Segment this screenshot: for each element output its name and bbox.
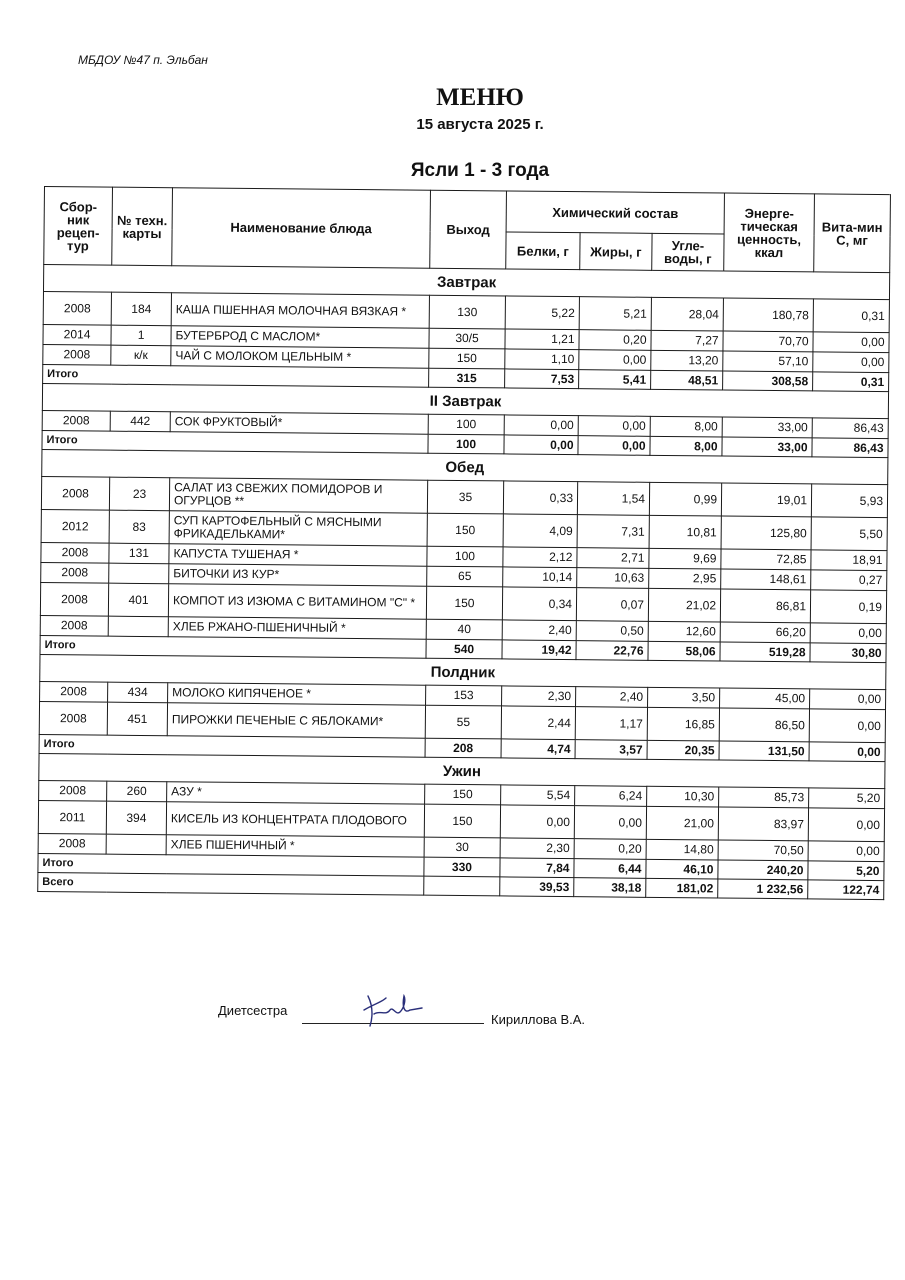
cell-fat: 0,00 [579, 350, 651, 371]
total-energy: 240,20 [718, 860, 808, 880]
total-vitc: 5,20 [808, 861, 884, 881]
cell-fat: 1,54 [577, 482, 649, 516]
cell-energy: 57,10 [723, 351, 813, 372]
total-vitc: 30,80 [810, 643, 886, 663]
section-title: Завтрак [43, 265, 889, 300]
cell-carbs: 13,20 [651, 350, 723, 371]
cell-vitc: 0,00 [813, 352, 889, 373]
signature-name: Кириллова В.А. [491, 1012, 586, 1027]
cell-protein: 0,00 [504, 415, 578, 436]
col-energy: Энерге-тическая ценность, ккал [724, 193, 815, 272]
cell-sbornik: 2008 [41, 476, 109, 510]
cell-tech-card: 131 [109, 543, 169, 564]
total-label: Итого [42, 430, 428, 453]
cell-sbornik: 2008 [39, 780, 107, 801]
cell-vitc: 86,43 [812, 418, 888, 439]
signature-role: Диетсестра [218, 1003, 288, 1018]
cell-vitc: 5,93 [811, 484, 887, 518]
total-fat: 5,41 [579, 370, 651, 390]
cell-sbornik: 2012 [41, 509, 109, 543]
col-tech-card: № техн. карты [112, 187, 173, 266]
cell-energy: 45,00 [720, 688, 810, 709]
section-title: Ужин [39, 753, 885, 788]
cell-carbs: 2,95 [649, 568, 721, 589]
cell-vitc: 0,27 [811, 570, 887, 591]
cell-tech-card: 23 [109, 477, 169, 511]
cell-carbs: 9,69 [649, 548, 721, 569]
total-vitc: 0,00 [809, 742, 885, 762]
cell-tech-card [108, 616, 168, 637]
col-chem-composition: Химический состав [506, 191, 724, 234]
cell-dish-name: ЧАЙ С МОЛОКОМ ЦЕЛЬНЫМ * [171, 346, 429, 368]
cell-sbornik: 2008 [40, 615, 108, 636]
cell-dish-name: САЛАТ ИЗ СВЕЖИХ ПОМИДОРОВ И ОГУРЦОВ ** [169, 478, 427, 513]
total-carbs: 20,35 [647, 740, 719, 760]
total-energy: 519,28 [720, 642, 810, 662]
cell-vitc: 0,00 [808, 841, 884, 862]
cell-sbornik: 2008 [43, 344, 111, 365]
cell-carbs: 10,81 [649, 515, 721, 549]
cell-dish-name: СУП КАРТОФЕЛЬНЫЙ С МЯСНЫМИ ФРИКАДЕЛЬКАМИ* [169, 511, 427, 546]
cell-dish-name: БИТОЧКИ ИЗ КУР* [169, 564, 427, 586]
cell-output: 130 [429, 295, 505, 329]
grand-total-energy: 1 232,56 [718, 879, 808, 899]
cell-vitc: 0,00 [810, 689, 886, 710]
cell-dish-name: ПИРОЖКИ ПЕЧЕНЫЕ С ЯБЛОКАМИ* [167, 703, 425, 738]
total-vitc: 86,43 [812, 438, 888, 458]
section-title: II Завтрак [42, 383, 888, 418]
cell-fat: 5,21 [579, 297, 651, 331]
section-title: Полдник [40, 654, 886, 689]
cell-sbornik: 2008 [40, 582, 108, 616]
cell-dish-name: КИСЕЛЬ ИЗ КОНЦЕНТРАТА ПЛОДОВОГО [166, 802, 424, 837]
cell-fat: 2,40 [576, 687, 648, 708]
total-energy: 308,58 [723, 371, 813, 391]
cell-protein: 0,33 [503, 481, 577, 515]
cell-energy: 66,20 [720, 622, 810, 643]
cell-fat: 2,71 [577, 548, 649, 569]
cell-sbornik: 2008 [42, 410, 110, 431]
cell-protein: 1,10 [505, 349, 579, 370]
cell-dish-name: СОК ФРУКТОВЫЙ* [170, 412, 428, 434]
cell-energy: 72,85 [721, 549, 811, 570]
cell-sbornik: 2008 [38, 833, 106, 854]
cell-fat: 1,17 [575, 707, 647, 741]
document-title: МЕНЮ [436, 84, 524, 111]
cell-sbornik: 2008 [41, 542, 109, 563]
grand-total-carbs: 181,02 [646, 878, 718, 898]
total-fat: 0,00 [578, 436, 650, 456]
col-dish-name: Наименование блюда [172, 188, 431, 268]
cell-energy: 86,50 [719, 708, 809, 742]
cell-carbs: 8,00 [650, 416, 722, 437]
cell-fat: 0,20 [579, 330, 651, 351]
cell-fat: 0,00 [578, 416, 650, 437]
cell-protein: 5,22 [505, 296, 579, 330]
cell-output: 153 [426, 685, 502, 706]
grand-total-fat: 38,18 [574, 878, 646, 898]
cell-carbs: 12,60 [648, 621, 720, 642]
cell-tech-card: к/к [111, 345, 171, 366]
cell-energy: 86,81 [720, 589, 810, 623]
cell-output: 150 [426, 586, 502, 620]
cell-fat: 0,00 [574, 806, 646, 840]
cell-tech-card: 83 [109, 510, 169, 544]
total-label: Итого [40, 635, 426, 658]
total-energy: 131,50 [719, 741, 809, 761]
cell-carbs: 21,00 [646, 806, 718, 840]
cell-output: 150 [424, 804, 500, 838]
cell-vitc: 0,00 [809, 709, 885, 743]
cell-output: 65 [427, 566, 503, 587]
cell-sbornik: 2014 [43, 324, 111, 345]
grand-total-protein: 39,53 [500, 877, 574, 897]
cell-energy: 70,70 [723, 331, 813, 352]
cell-vitc: 0,19 [810, 590, 886, 624]
cell-protein: 0,34 [502, 587, 576, 621]
cell-tech-card [106, 834, 166, 855]
total-vitc: 0,31 [813, 372, 889, 392]
total-carbs: 46,10 [646, 859, 718, 879]
total-carbs: 8,00 [650, 436, 722, 456]
cell-carbs: 0,99 [649, 482, 721, 516]
cell-protein: 2,30 [500, 838, 574, 859]
grand-total-label: Всего [38, 872, 424, 895]
total-carbs: 58,06 [648, 641, 720, 661]
cell-output: 35 [427, 480, 503, 514]
cell-energy: 148,61 [721, 569, 811, 590]
section-title: Обед [42, 449, 888, 484]
cell-vitc: 0,31 [813, 299, 889, 333]
cell-energy: 83,97 [718, 807, 808, 841]
cell-energy: 70,50 [718, 840, 808, 861]
cell-vitc: 5,20 [809, 788, 885, 809]
total-output: 100 [428, 434, 504, 454]
total-output: 315 [429, 368, 505, 388]
total-protein: 19,42 [502, 640, 576, 660]
cell-fat: 0,50 [576, 621, 648, 642]
cell-sbornik: 2008 [43, 291, 111, 325]
col-carbs: Угле-воды, г [652, 233, 724, 271]
cell-fat: 0,20 [574, 839, 646, 860]
cell-vitc: 0,00 [813, 332, 889, 353]
cell-tech-card: 451 [107, 702, 167, 736]
cell-carbs: 3,50 [648, 687, 720, 708]
total-fat: 6,44 [574, 859, 646, 879]
cell-tech-card: 442 [110, 411, 170, 432]
cell-protein: 1,21 [505, 329, 579, 350]
cell-vitc: 5,50 [811, 517, 887, 551]
cell-protein: 2,44 [501, 706, 575, 740]
menu-body [38, 265, 890, 900]
cell-tech-card: 1 [111, 325, 171, 346]
grand-total-output [424, 876, 500, 896]
total-fat: 22,76 [576, 641, 648, 661]
cell-vitc: 0,00 [808, 808, 884, 842]
cell-vitc: 0,00 [810, 623, 886, 644]
cell-dish-name: КОМПОТ ИЗ ИЗЮМА С ВИТАМИНОМ "С" * [168, 584, 426, 619]
cell-protein: 0,00 [500, 805, 574, 839]
cell-protein: 10,14 [503, 567, 577, 588]
cell-protein: 2,12 [503, 547, 577, 568]
col-vitamin-c: Вита-мин С, мг [814, 194, 891, 273]
cell-output: 100 [428, 414, 504, 435]
cell-carbs: 21,02 [648, 588, 720, 622]
cell-tech-card: 394 [106, 801, 166, 835]
cell-carbs: 7,27 [651, 330, 723, 351]
cell-tech-card: 260 [107, 781, 167, 802]
cell-energy: 33,00 [722, 417, 812, 438]
cell-dish-name: ХЛЕБ ПШЕНИЧНЫЙ * [166, 835, 424, 857]
total-output: 208 [425, 738, 501, 758]
cell-carbs: 28,04 [651, 297, 723, 331]
cell-tech-card: 434 [108, 682, 168, 703]
cell-dish-name: БУТЕРБРОД С МАСЛОМ* [171, 326, 429, 348]
cell-carbs: 10,30 [647, 786, 719, 807]
grand-total-vitc: 122,74 [808, 880, 884, 900]
total-label: Итого [43, 364, 429, 387]
cell-sbornik: 2008 [40, 681, 108, 702]
cell-energy: 125,80 [721, 516, 811, 550]
total-label: Итого [39, 734, 425, 757]
total-protein: 4,74 [501, 739, 575, 759]
cell-output: 150 [427, 513, 503, 547]
cell-output: 40 [426, 619, 502, 640]
cell-fat: 7,31 [577, 515, 649, 549]
cell-tech-card [109, 563, 169, 584]
total-fat: 3,57 [575, 740, 647, 760]
menu-sheet [37, 186, 890, 900]
total-label: Итого [38, 853, 424, 876]
cell-carbs: 16,85 [647, 707, 719, 741]
cell-energy: 19,01 [721, 483, 811, 517]
menu-date: 15 августа 2025 г. [416, 116, 544, 133]
cell-protein: 5,54 [501, 785, 575, 806]
cell-dish-name: КАПУСТА ТУШЕНАЯ * [169, 544, 427, 566]
cell-protein: 4,09 [503, 514, 577, 548]
cell-fat: 0,07 [576, 588, 648, 622]
cell-protein: 2,40 [502, 620, 576, 641]
cell-output: 30/5 [429, 328, 505, 349]
handwritten-signature [360, 990, 430, 1030]
col-output: Выход [430, 190, 507, 269]
col-fat: Жиры, г [580, 233, 652, 271]
menu-table [37, 186, 891, 900]
total-protein: 0,00 [504, 435, 578, 455]
cell-protein: 2,30 [502, 686, 576, 707]
cell-sbornik: 2011 [38, 800, 106, 834]
col-sbornik: Сбор-ник рецеп-тур [44, 187, 113, 266]
cell-output: 30 [424, 837, 500, 858]
cell-vitc: 18,91 [811, 550, 887, 571]
total-protein: 7,53 [505, 369, 579, 389]
cell-fat: 6,24 [575, 786, 647, 807]
cell-sbornik: 2008 [39, 701, 107, 735]
total-protein: 7,84 [500, 858, 574, 878]
age-group: Ясли 1 - 3 года [410, 160, 550, 181]
cell-dish-name: АЗУ * [167, 782, 425, 804]
organization-name: МБДОУ №47 п. Эльбан [78, 53, 208, 67]
total-carbs: 48,51 [651, 370, 723, 390]
cell-fat: 10,63 [577, 568, 649, 589]
cell-dish-name: КАША ПШЕННАЯ МОЛОЧНАЯ ВЯЗКАЯ * [171, 293, 429, 328]
cell-output: 150 [429, 348, 505, 369]
cell-output: 100 [427, 546, 503, 567]
cell-dish-name: МОЛОКО КИПЯЧЕНОЕ * [168, 683, 426, 705]
cell-energy: 180,78 [723, 298, 813, 332]
cell-tech-card: 401 [108, 583, 168, 617]
cell-carbs: 14,80 [646, 839, 718, 860]
cell-output: 150 [425, 784, 501, 805]
cell-tech-card: 184 [111, 292, 171, 326]
cell-output: 55 [425, 705, 501, 739]
cell-sbornik: 2008 [41, 562, 109, 583]
total-output: 330 [424, 857, 500, 877]
total-energy: 33,00 [722, 437, 812, 457]
col-protein: Белки, г [506, 232, 580, 270]
cell-dish-name: ХЛЕБ РЖАНО-ПШЕНИЧНЫЙ * [168, 617, 426, 639]
total-output: 540 [426, 639, 502, 659]
cell-energy: 85,73 [719, 787, 809, 808]
